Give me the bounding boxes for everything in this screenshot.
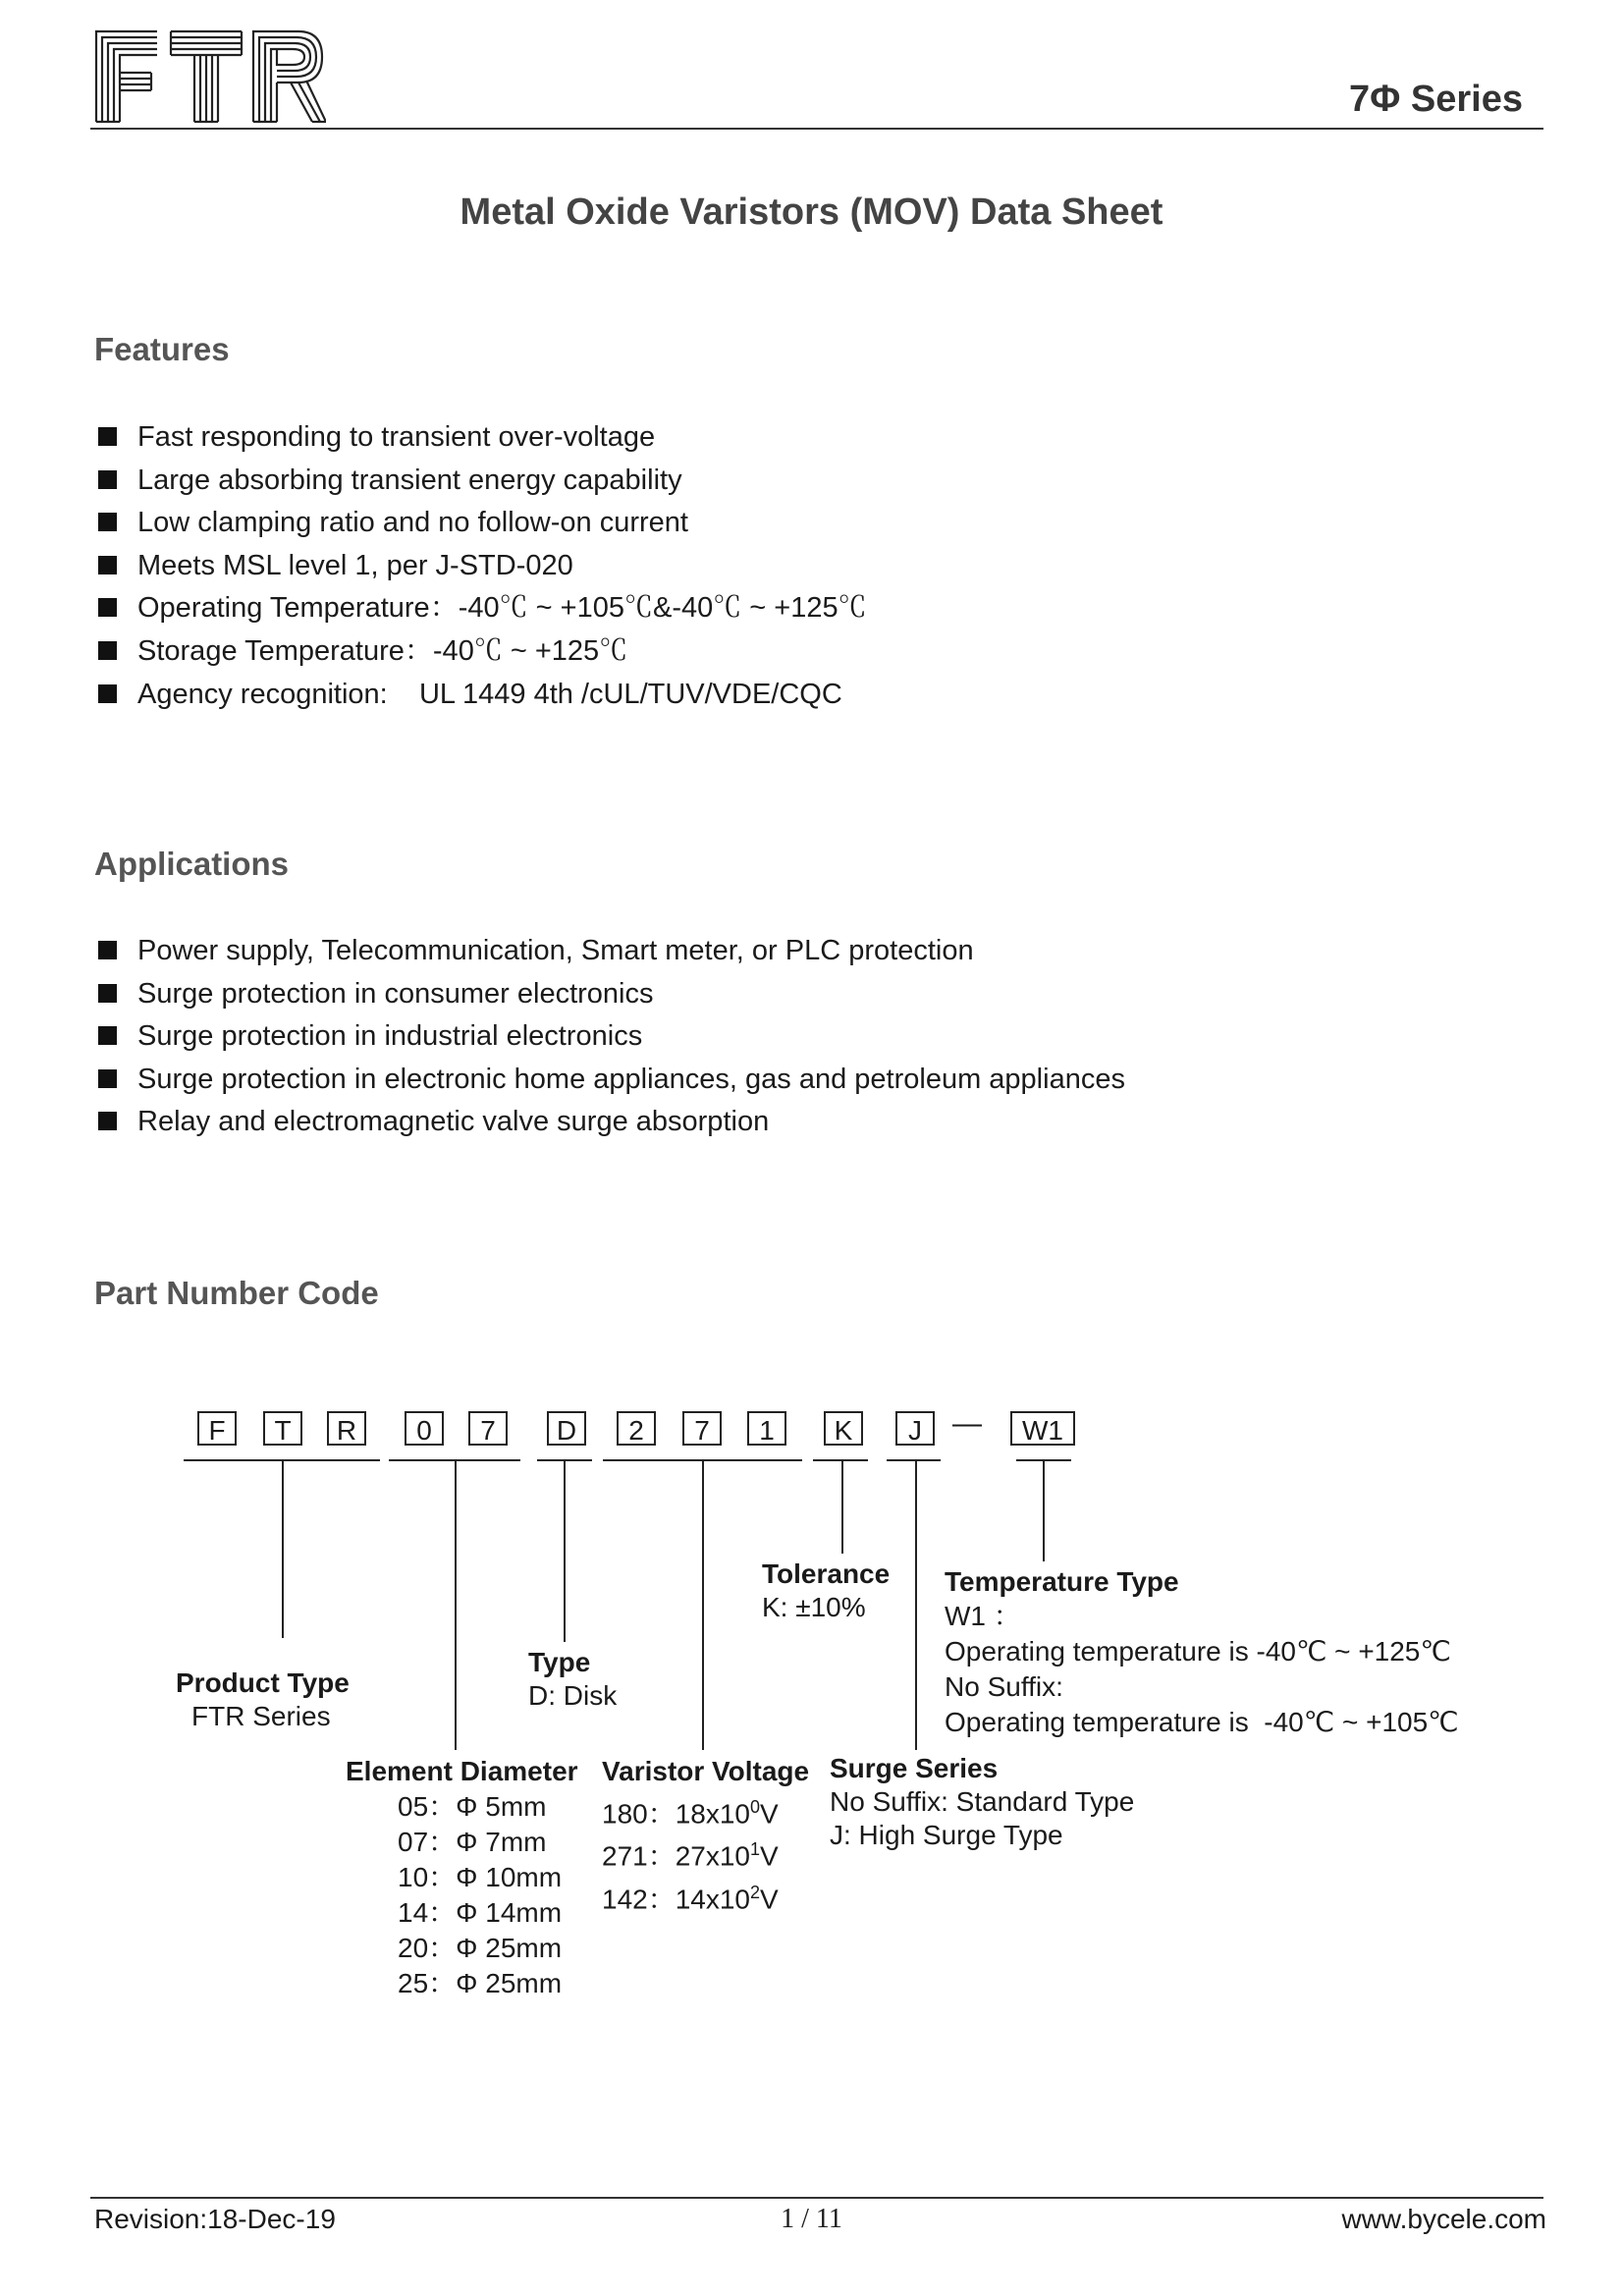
code-char-box: R	[327, 1411, 366, 1446]
voltage-row: 271：$27x10^1V$	[602, 1839, 779, 1872]
header-divider	[90, 128, 1543, 130]
code-char-box: 1	[747, 1411, 786, 1446]
list-item: Storage Temperature：-40℃ ~ +125℃	[96, 630, 867, 674]
code-char-box: 7	[682, 1411, 722, 1446]
applications-heading: Applications	[94, 846, 290, 882]
list-item: Operating Temperature：-40℃ ~ +105℃&-40℃ ~ +125℃	[96, 587, 867, 630]
document-title: Metal Oxide Varistors (MOV) Data Sheet	[460, 191, 1163, 233]
page-number: 1 / 11	[781, 2204, 842, 2234]
list-item: Surge protection in industrial electronics	[96, 1015, 1125, 1059]
product-type-value: FTR Series	[191, 1701, 331, 1731]
tolerance-value: K: ±10%	[762, 1592, 866, 1622]
ftr-logo	[94, 29, 326, 124]
code-char-box: K	[824, 1411, 863, 1446]
square-bullet-icon	[98, 641, 117, 660]
list-item: Relay and electromagnetic valve surge absorption	[96, 1101, 1125, 1144]
underline-surge-series	[887, 1459, 941, 1461]
series-title: 7Φ Series	[1349, 79, 1523, 120]
temperature-type-details: W1 ： Operating temperature is -40℃ ~ +125℃ No Suffix: Operating temperature is -40℃ ~ +105℃	[945, 1601, 1459, 1737]
square-bullet-icon	[98, 1026, 117, 1045]
connector-product-type	[282, 1459, 284, 1638]
list-item: Agency recognition: UL 1449 4th /cUL/TUV/VDE/CQC	[96, 674, 867, 717]
revision-date: Revision:18-Dec-19	[94, 2204, 336, 2234]
type-value: D: Disk	[528, 1680, 618, 1711]
connector-surge-series	[915, 1459, 917, 1750]
square-bullet-icon	[98, 1069, 117, 1088]
code-suffix-box: W1	[1010, 1411, 1075, 1446]
list-item: Fast responding to transient over-voltage	[96, 416, 867, 460]
connector-element-diameter	[455, 1459, 457, 1750]
code-char-box: 7	[468, 1411, 508, 1446]
list-item: Surge protection in consumer electronics	[96, 973, 1125, 1016]
features-heading: Features	[94, 331, 230, 367]
part-number-heading: Part Number Code	[94, 1275, 379, 1311]
code-char-box: D	[547, 1411, 586, 1446]
voltage-row: 180：$18x10^0V$	[602, 1797, 779, 1830]
square-bullet-icon	[98, 984, 117, 1003]
voltage-row: 142：$14x10^2V$	[602, 1882, 779, 1914]
connector-type	[564, 1459, 566, 1642]
code-char-box: J	[895, 1411, 935, 1446]
list-item: Large absorbing transient energy capability	[96, 460, 867, 503]
square-bullet-icon	[98, 598, 117, 617]
tolerance-title: Tolerance	[762, 1558, 891, 1589]
square-bullet-icon	[98, 1112, 117, 1130]
square-bullet-icon	[98, 556, 117, 574]
connector-temperature-type	[1043, 1459, 1045, 1561]
underline-tolerance	[813, 1459, 868, 1461]
element-diameter-list: 05：Φ 5mm 07：Φ 7mm 10：Φ 10mm 14：Φ 14mm 20：Φ 25mm 25：Φ 25mm	[398, 1791, 563, 1998]
square-bullet-icon	[98, 427, 117, 446]
connector-tolerance	[841, 1459, 843, 1554]
applications-list	[96, 930, 1125, 1144]
code-char-box: 0	[405, 1411, 444, 1446]
temperature-type-title: Temperature Type	[945, 1566, 1179, 1597]
square-bullet-icon	[98, 470, 117, 489]
list-item: Meets MSL level 1, per J-STD-020	[96, 545, 867, 588]
surge-series-list: No Suffix: Standard Type J: High Surge Type	[830, 1786, 1135, 1850]
code-dash: —	[952, 1407, 982, 1440]
connector-varistor-voltage	[702, 1459, 704, 1750]
square-bullet-icon	[98, 513, 117, 531]
list-item: Power supply, Telecommunication, Smart meter, or PLC protection	[96, 930, 1125, 973]
code-char-box: T	[263, 1411, 302, 1446]
element-diameter-title: Element Diameter	[346, 1756, 578, 1786]
surge-series-title: Surge Series	[830, 1753, 999, 1783]
varistor-voltage-title: Varistor Voltage	[602, 1756, 810, 1786]
type-title: Type	[528, 1647, 591, 1677]
list-item: Low clamping ratio and no follow-on current	[96, 502, 867, 545]
footer-divider	[90, 2197, 1543, 2199]
list-item: Surge protection in electronic home appliances, gas and petroleum appliances	[96, 1059, 1125, 1102]
product-type-title: Product Type	[176, 1667, 350, 1698]
square-bullet-icon	[98, 941, 117, 959]
square-bullet-icon	[98, 684, 117, 703]
website-link[interactable]: www.bycele.com	[1341, 2204, 1546, 2234]
varistor-voltage-list	[602, 1789, 779, 1917]
code-char-box: F	[197, 1411, 237, 1446]
features-list	[96, 416, 867, 716]
code-char-box: 2	[617, 1411, 656, 1446]
